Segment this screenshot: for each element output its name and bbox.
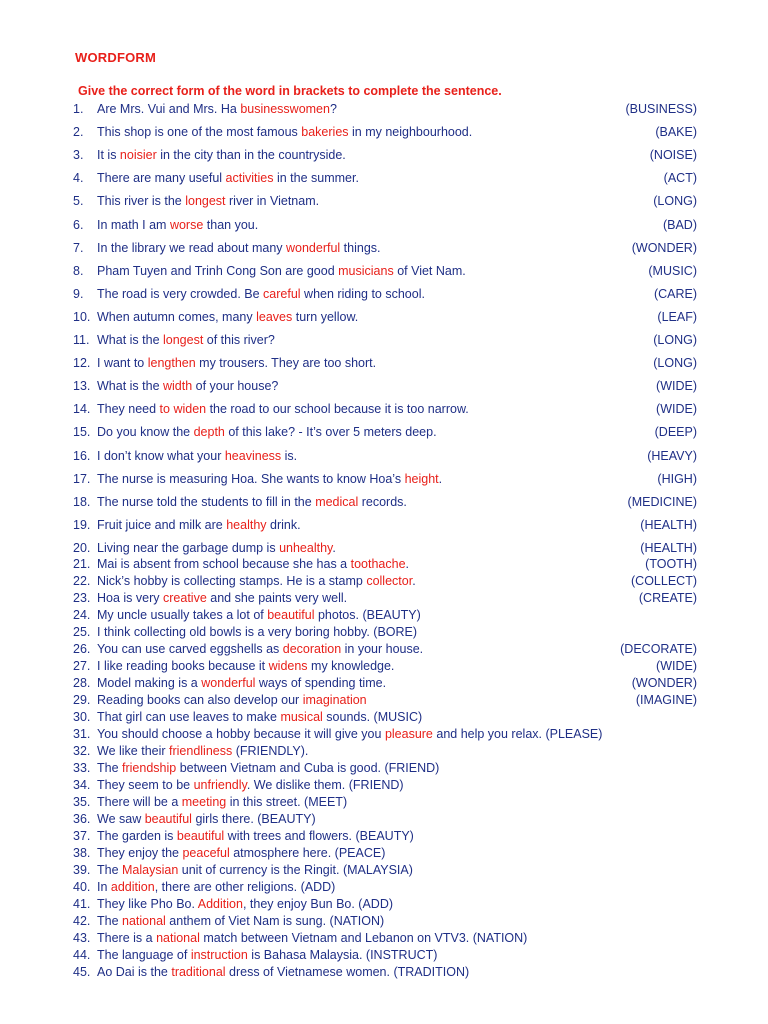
root-word-hint: (WIDE) (656, 402, 697, 417)
item-number: 12. (73, 356, 91, 371)
item-sentence (97, 556, 409, 573)
sentence-text: In math I am (97, 217, 170, 232)
answer-word: Addition (197, 897, 243, 911)
sentence-text: photos. (BEAUTY) (314, 608, 421, 622)
item-number: 9. (73, 286, 84, 301)
sentence-text: In the library we read about many (97, 240, 286, 255)
sentence-text: We saw (97, 812, 145, 826)
sentence-text: in my neighbourhood. (348, 125, 473, 140)
exercise-item (73, 709, 697, 726)
answer-word: instruction (190, 948, 248, 962)
item-sentence (97, 964, 469, 981)
exercise-item (73, 590, 697, 607)
sentence-text: unit of currency is the Ringit. (MALAYSIA) (178, 863, 413, 877)
sentence-text: The (97, 863, 123, 877)
item-sentence (97, 743, 308, 760)
item-sentence (97, 309, 358, 326)
exercise-item (73, 217, 697, 234)
answer-word: height (404, 471, 439, 486)
item-number: 40. (73, 880, 91, 894)
sentence-text: Mai is absent from school because she has a (97, 557, 351, 571)
item-sentence (97, 401, 469, 418)
answer-word: worse (169, 217, 204, 232)
exercise-item (73, 401, 697, 418)
item-number: 31. (73, 727, 91, 741)
item-sentence (97, 709, 422, 726)
item-sentence (97, 217, 258, 234)
exercise-item (73, 424, 697, 441)
sentence-text: river in Vietnam. (225, 194, 320, 209)
sentence-text: There are many useful (97, 171, 226, 186)
answer-word: national (156, 931, 200, 945)
root-word-hint: (TOOTH) (645, 557, 697, 571)
sentence-text: The (97, 761, 123, 775)
answer-word: leaves (256, 309, 293, 324)
item-number: 29. (73, 693, 91, 707)
item-sentence (97, 862, 413, 879)
root-word-hint: (ACT) (663, 171, 697, 186)
sentence-text: This shop is one of the most famous (97, 125, 302, 140)
sentence-text: (FRIENDLY). (232, 744, 309, 758)
exercise-item (73, 913, 697, 930)
item-number: 11. (73, 333, 90, 347)
sentence-text: match between Vietnam and Lebanon on VTV3. (NATION) (199, 931, 528, 945)
sentence-text: I want to (97, 356, 148, 371)
root-word-hint: (WIDE) (656, 659, 697, 673)
exercise-item (73, 332, 697, 349)
sentence-text: . (438, 471, 443, 486)
exercise-item (73, 286, 697, 303)
item-sentence (97, 692, 367, 709)
sentence-text: Model making is a (97, 676, 202, 690)
sentence-text: Fruit juice and milk are (97, 517, 227, 532)
item-sentence (97, 147, 346, 164)
item-sentence (97, 828, 414, 845)
sentence-text: When autumn comes, many (97, 309, 257, 324)
answer-word: longest (163, 333, 204, 347)
sentence-text: They enjoy the (97, 846, 183, 860)
answer-word: width (163, 379, 193, 394)
root-word-hint: (HEALTH) (640, 517, 697, 532)
item-number: 44. (73, 948, 91, 962)
item-number: 28. (73, 676, 91, 690)
root-word-hint: (CREATE) (638, 591, 697, 605)
item-number: 37. (73, 829, 91, 843)
item-number: 17. (73, 471, 91, 486)
page-title: WORDFORM (75, 50, 157, 65)
item-sentence (97, 607, 421, 624)
exercise-item (73, 193, 697, 210)
item-sentence (97, 517, 301, 534)
item-number: 15. (73, 425, 91, 440)
exercise-item (73, 777, 697, 794)
exercise-item (73, 862, 697, 879)
root-word-hint: (LONG) (653, 194, 697, 209)
root-word-hint: (WONDER) (631, 240, 697, 255)
item-number: 13. (73, 379, 91, 394)
sentence-text: What is the (97, 333, 163, 347)
sentence-text: , there are other religions. (ADD) (154, 880, 336, 894)
answer-word: decoration (282, 642, 342, 656)
exercise-item (73, 494, 697, 511)
exercise-item (73, 930, 697, 947)
sentence-text: My uncle usually takes a lot of (97, 608, 268, 622)
item-sentence (97, 332, 275, 349)
sentence-text: Do you know the (97, 425, 194, 440)
item-number: 1. (73, 102, 84, 116)
item-sentence (97, 896, 393, 913)
item-number: 21. (73, 557, 91, 571)
sentence-text: I don’t know what your (97, 448, 225, 463)
item-sentence (97, 930, 527, 947)
root-word-hint: (LONG) (653, 356, 697, 371)
sentence-text: drink. (266, 517, 301, 532)
exercise-item (73, 309, 697, 326)
answer-word: collector (366, 574, 413, 588)
item-number: 3. (73, 148, 84, 163)
exercise-item (73, 845, 697, 862)
item-number: 23. (73, 591, 91, 605)
sentence-text: in this street. (MEET) (226, 795, 348, 809)
answer-word: healthy (226, 517, 267, 532)
sentence-text: things. (340, 240, 381, 255)
sentence-text: Pham Tuyen and Trinh Cong Son are good (97, 263, 339, 278)
answer-word: medical (315, 494, 359, 509)
item-number: 14. (73, 402, 91, 417)
exercise-item (73, 811, 697, 828)
sentence-text: atmosphere here. (PEACE) (229, 846, 386, 860)
sentence-text: There will be a (97, 795, 182, 809)
sentence-text: The language of (97, 948, 191, 962)
sentence-text: of Viet Nam. (393, 263, 466, 278)
exercise-item (73, 573, 697, 590)
answer-word: bakeries (301, 125, 349, 140)
item-number: 4. (73, 171, 84, 186)
sentence-text: We like their (97, 744, 170, 758)
sentence-text: The garden is (97, 829, 177, 843)
item-number: 16. (73, 448, 91, 463)
sentence-text: , they enjoy Bun Bo. (ADD) (242, 897, 394, 911)
root-word-hint: (WIDE) (656, 379, 697, 394)
answer-word: friendship (122, 761, 177, 775)
root-word-hint: (COLLECT) (631, 574, 697, 588)
sentence-text: They seem to be (97, 778, 194, 792)
exercise-item (73, 675, 697, 692)
exercise-item (73, 170, 697, 187)
item-number: 7. (73, 240, 84, 255)
sentence-text: my trousers. They are too short. (195, 356, 377, 371)
sentence-text: with trees and flowers. (BEAUTY) (224, 829, 414, 843)
exercise-item (73, 964, 697, 981)
root-word-hint: (IMAGINE) (635, 693, 697, 707)
exercise-item (73, 471, 697, 488)
sentence-text: Are Mrs. Vui and Mrs. Ha (97, 102, 241, 116)
root-word-hint: (HEAVY) (647, 448, 697, 463)
item-sentence (97, 811, 316, 828)
sentence-text: There is a (97, 931, 157, 945)
item-number: 32. (73, 744, 91, 758)
answer-word: musical (280, 710, 323, 724)
item-number: 30. (73, 710, 91, 724)
exercise-item (73, 794, 697, 811)
exercise-item (73, 726, 697, 743)
answer-word: to widen (159, 402, 207, 417)
item-sentence (97, 170, 359, 187)
answer-word: wonderful (201, 676, 256, 690)
answer-word: heaviness (224, 448, 282, 463)
sentence-text: The road is very crowded. Be (97, 286, 264, 301)
answer-word: unhealthy (279, 540, 333, 555)
item-number: 39. (73, 863, 91, 877)
sentence-text: Ao Dai is the (97, 965, 172, 979)
sentence-text: I like reading books because it (97, 659, 269, 673)
sentence-text: Living near the garbage dump is (97, 540, 280, 555)
item-sentence (97, 658, 394, 675)
item-number: 43. (73, 931, 91, 945)
exercise-item (73, 355, 697, 372)
exercise-item (73, 641, 697, 658)
sentence-text: . (412, 574, 416, 588)
answer-word: musicians (338, 263, 394, 278)
item-sentence (97, 590, 347, 607)
exercise-item (73, 692, 697, 709)
exercise-item (73, 448, 697, 465)
exercise-item (73, 896, 697, 913)
item-sentence (97, 286, 425, 303)
sentence-text: I think collecting old bowls is a very boring hobby. (BORE) (97, 625, 418, 639)
answer-word: traditional (171, 965, 226, 979)
item-sentence (97, 675, 386, 692)
root-word-hint: (CARE) (653, 286, 697, 301)
sentence-text: turn yellow. (292, 309, 359, 324)
item-sentence (97, 760, 439, 777)
sentence-text: in the city than in the countryside. (156, 148, 346, 163)
exercise-item (73, 624, 697, 641)
item-number: 41. (73, 897, 91, 911)
item-sentence (97, 573, 416, 590)
root-word-hint: (BUSINESS) (625, 102, 697, 116)
answer-word: beautiful (267, 608, 315, 622)
sentence-text: Reading books can also develop our (97, 693, 303, 707)
item-sentence (97, 913, 384, 930)
root-word-hint: (HIGH) (657, 471, 697, 486)
item-number: 20. (73, 540, 91, 555)
item-number: 42. (73, 914, 91, 928)
answer-word: widens (268, 659, 308, 673)
exercise-item (73, 263, 697, 280)
sentence-text: and she paints very well. (206, 591, 348, 605)
answer-word: national (122, 914, 166, 928)
sentence-text: What is the (97, 379, 163, 394)
exercise-item (73, 828, 697, 845)
answer-word: friendliness (169, 744, 233, 758)
item-number: 8. (73, 263, 84, 278)
item-sentence (97, 448, 297, 465)
item-number: 26. (73, 642, 91, 656)
root-word-hint: (DECORATE) (620, 642, 697, 656)
sentence-text: between Vietnam and Cuba is good. (FRIEND) (176, 761, 440, 775)
sentence-text: is Bahasa Malaysia. (INSTRUCT) (247, 948, 438, 962)
answer-word: noisier (119, 148, 157, 163)
sentence-text: when riding to school. (300, 286, 425, 301)
exercise-item (73, 147, 697, 164)
sentence-text: girls there. (BEAUTY) (191, 812, 316, 826)
item-sentence (97, 355, 376, 372)
item-number: 35. (73, 795, 91, 809)
item-sentence (97, 624, 417, 641)
exercise-item (73, 607, 697, 624)
sentence-text: . (405, 557, 410, 571)
answer-word: peaceful (182, 846, 230, 860)
sentence-text: That girl can use leaves to make (97, 710, 281, 724)
root-word-hint: (DEEP) (654, 425, 697, 440)
answer-word: beautiful (144, 812, 192, 826)
exercise-item (73, 124, 697, 141)
item-sentence (97, 471, 442, 488)
item-number: 5. (73, 194, 84, 209)
sentence-text: anthem of Viet Nam is sung. (NATION) (165, 914, 385, 928)
item-sentence (97, 794, 347, 811)
answer-word: activities (225, 171, 274, 186)
sentence-text: The (97, 914, 123, 928)
answer-word: businesswomen (240, 102, 330, 116)
item-sentence (97, 424, 437, 441)
item-sentence (97, 240, 381, 257)
answer-word: Malaysian (122, 863, 179, 877)
sentence-text: my knowledge. (307, 659, 395, 673)
sentence-text: ways of spending time. (255, 676, 387, 690)
sentence-text: in your house. (341, 642, 424, 656)
sentence-text: Nick’s hobby is collecting stamps. He is a stamp (97, 574, 367, 588)
sentence-text: ? (329, 102, 337, 116)
item-number: 36. (73, 812, 91, 826)
root-word-hint: (HEALTH) (640, 540, 697, 555)
item-number: 19. (73, 517, 91, 532)
sentence-text: than you. (203, 217, 259, 232)
sentence-text: The nurse is measuring Hoa. She wants to know Hoa’s (97, 471, 405, 486)
item-sentence (97, 378, 278, 395)
sentence-text: They like Pho Bo. (97, 897, 198, 911)
item-number: 45. (73, 965, 91, 979)
exercise-item (73, 743, 697, 760)
sentence-text: . (332, 540, 336, 555)
sentence-text: This river is the (97, 194, 186, 209)
item-number: 6. (73, 217, 84, 232)
item-sentence (97, 845, 385, 862)
answer-word: lengthen (147, 356, 196, 371)
exercise-item (73, 879, 697, 896)
root-word-hint: (NOISE) (649, 148, 697, 163)
item-sentence (97, 193, 319, 210)
exercise-item (73, 760, 697, 777)
answer-word: addition (110, 880, 155, 894)
sentence-text: You can use carved eggshells as (97, 642, 283, 656)
item-number: 27. (73, 659, 91, 673)
item-sentence (97, 101, 337, 118)
item-number: 38. (73, 846, 91, 860)
answer-word: meeting (181, 795, 227, 809)
sentence-text: of this lake? - It’s over 5 meters deep. (224, 425, 437, 440)
root-word-hint: (MUSIC) (648, 263, 697, 278)
root-word-hint: (WONDER) (631, 676, 697, 690)
answer-word: longest (185, 194, 226, 209)
item-sentence (97, 726, 602, 743)
root-word-hint: (MEDICINE) (627, 494, 697, 509)
sentence-text: records. (358, 494, 407, 509)
root-word-hint: (BAKE) (655, 125, 697, 140)
item-sentence (97, 947, 437, 964)
item-sentence (97, 124, 472, 141)
answer-word: wonderful (286, 240, 341, 255)
exercise-item (73, 517, 697, 534)
exercise-item (73, 378, 697, 395)
answer-word: creative (163, 591, 207, 605)
item-number: 2. (73, 125, 84, 140)
exercise-item (73, 540, 697, 557)
sentence-text: sounds. (MUSIC) (322, 710, 423, 724)
sentence-text: the road to our school because it is too narrow. (206, 402, 469, 417)
sentence-text: dress of Vietnamese women. (TRADITION) (225, 965, 470, 979)
root-word-hint: (BAD) (662, 217, 697, 232)
answer-word: beautiful (176, 829, 225, 843)
answer-word: toothache (350, 557, 406, 571)
item-number: 18. (73, 494, 91, 509)
sentence-text: . We dislike them. (FRIEND) (246, 778, 404, 792)
exercise-item (73, 947, 697, 964)
exercise-item (73, 240, 697, 257)
exercise-item (73, 556, 697, 573)
sentence-text: in the summer. (273, 171, 359, 186)
sentence-text: In (97, 880, 111, 894)
answer-word: depth (193, 425, 225, 440)
item-number: 25. (73, 625, 91, 639)
sentence-text: It is (97, 148, 120, 163)
item-sentence (97, 494, 407, 511)
root-word-hint: (LEAF) (657, 309, 697, 324)
item-number: 33. (73, 761, 91, 775)
sentence-text: is. (281, 448, 298, 463)
item-sentence (97, 263, 466, 280)
answer-word: pleasure (384, 727, 433, 741)
root-word-hint: (LONG) (653, 333, 697, 347)
item-number: 10. (73, 309, 91, 324)
exercise-item (73, 658, 697, 675)
item-sentence (97, 879, 335, 896)
item-sentence (97, 641, 423, 658)
item-number: 24. (73, 608, 91, 622)
answer-word: careful (263, 286, 301, 301)
item-number: 34. (73, 778, 91, 792)
answer-word: unfriendly (193, 778, 247, 792)
sentence-text: of this river? (203, 333, 275, 347)
sentence-text: They need (97, 402, 160, 417)
instruction-text: Give the correct form of the word in brackets to complete the sentence. (78, 84, 502, 98)
sentence-text: You should choose a hobby because it will give you (97, 727, 385, 741)
answer-word: imagination (302, 693, 367, 707)
item-sentence (97, 777, 404, 794)
item-sentence (97, 540, 336, 557)
sentence-text: Hoa is very (97, 591, 163, 605)
sentence-text: The nurse told the students to fill in the (97, 494, 316, 509)
exercise-item (73, 101, 697, 118)
item-number: 22. (73, 574, 91, 588)
sentence-text: of your house? (192, 379, 279, 394)
sentence-text: and help you relax. (PLEASE) (432, 727, 603, 741)
